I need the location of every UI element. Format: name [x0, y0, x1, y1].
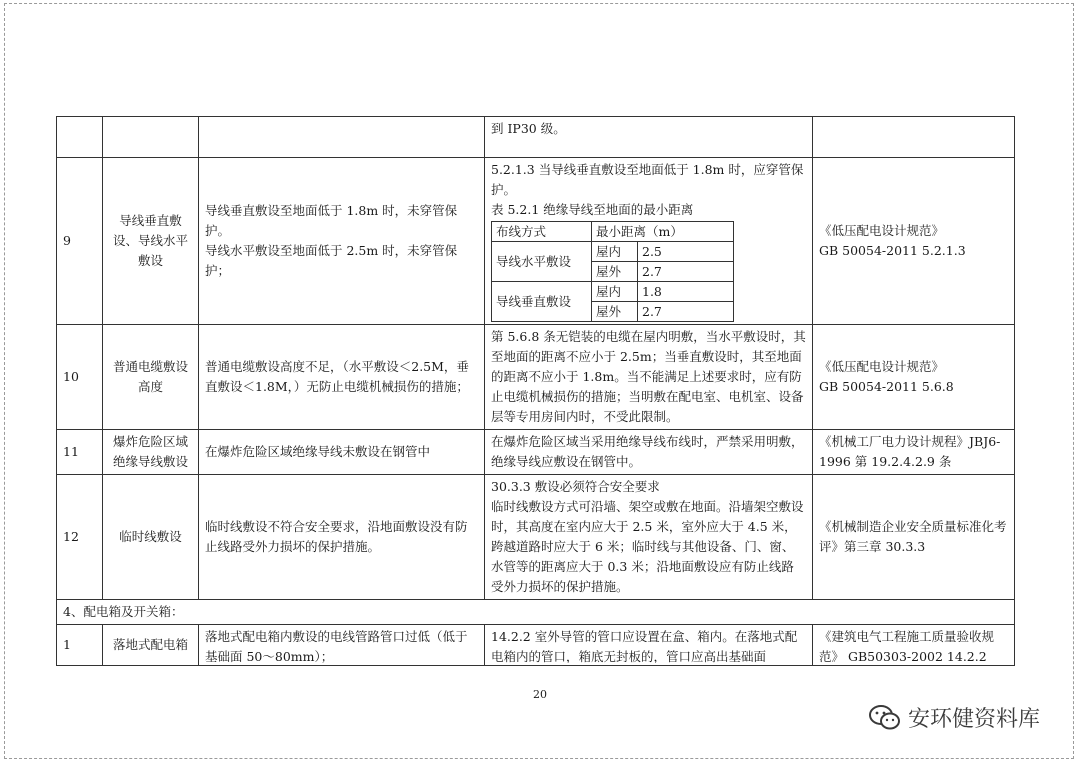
subtable-value: 2.5 [638, 242, 734, 262]
subtable-indoor: 屋内 [592, 282, 638, 302]
basis-text: 5.2.1.3 当导线垂直敷设至地面低于 1.8m 时，应穿管保护。 [491, 162, 804, 197]
issue-cell: 临时线敷设不符合安全要求，沿地面敷设没有防止线路受外力损坏的保护措施。 [199, 475, 485, 600]
basis-cell: 第 5.6.8 条无铠装的电缆在屋内明敷，当水平敷设时，其至地面的距离不应小于 2.5m；当垂直敷设时，其至地面的距离不应小于 1.8m。当不能满足上述要求时，应有防止电缆机械损伤的措施；当明敷在配电室、电机室、设备层等专用房间内时，不受此限制。 [485, 325, 813, 430]
table-row [57, 117, 1015, 158]
table-row [57, 430, 1015, 475]
section-row [57, 600, 1015, 625]
reference-cell: 《低压配电设计规范》 GB 50054-2011 5.2.1.3 [813, 158, 1015, 325]
subtable-title: 表 5.2.1 绝缘导线至地面的最小距离 [491, 202, 694, 217]
table-row [57, 475, 1015, 600]
wechat-icon [868, 704, 902, 732]
reference-cell: 《机械工厂电力设计规程》JBJ6-1996 第 19.2.4.2.9 条 [813, 430, 1015, 475]
basis-cell: 30.3.3 敷设必须符合安全要求 临时线敷设方式可沿墙、架空或敷在地面。沿墙架空敷设时，其高度在室内应大于 2.5 米，室外应大于 4.5 米，跨越道路时应大于 6 米；临时线与其他设备、门、窗、水管等的距离应大于 0.3 米；沿地面敷设应有防止线路受外力损坏的保护措施。 [485, 475, 813, 600]
issue-cell: 在爆炸危险区域绝缘导线未敷设在钢管中 [199, 430, 485, 475]
reference-cell: 《低压配电设计规范》 GB 50054-2011 5.6.8 [813, 325, 1015, 430]
row-number: 1 [57, 625, 103, 666]
subtable-vertical: 导线垂直敷设 [492, 282, 592, 322]
row-number: 11 [57, 430, 103, 475]
reference-cell: 《建筑电气工程施工质量验收规范》 GB50303-2002 14.2.2 [819, 629, 995, 663]
basis-cell: 到 IP30 级。 [485, 117, 813, 158]
table-row [57, 158, 1015, 325]
subtable-outdoor: 屋外 [592, 302, 638, 322]
row-number: 12 [57, 475, 103, 600]
subtable-horizontal: 导线水平敷设 [492, 242, 592, 282]
item-cell: 普通电缆敷设高度 [103, 325, 199, 430]
watermark [868, 702, 1040, 733]
table-row [57, 625, 1015, 666]
row-number: 9 [57, 158, 103, 325]
item-cell: 爆炸危险区域绝缘导线敷设 [103, 430, 199, 475]
safety-standards-table [56, 116, 1015, 666]
subtable-outdoor: 屋外 [592, 262, 638, 282]
row-number: 10 [57, 325, 103, 430]
section-heading: 4、配电箱及开关箱： [57, 600, 1015, 625]
issue-cell: 导线垂直敷设至地面低于 1.8m 时，未穿管保护。 导线水平敷设至地面低于 2.5m 时，未穿管保护； [199, 158, 485, 325]
subtable-value: 2.7 [638, 302, 734, 322]
basis-cell: 在爆炸危险区域当采用绝缘导线布线时，严禁采用明敷，绝缘导线应敷设在钢管中。 [485, 430, 813, 475]
page-number: 20 [533, 688, 547, 701]
issue-cell: 落地式配电箱内敷设的电线管路管口过低（低于基础面 50～80mm）； [205, 629, 468, 663]
basis-cell: 14.2.2 室外导管的管口应设置在盒、箱内。在落地式配电箱内的管口，箱底无封板的，管口应高出基础面 [491, 629, 798, 663]
item-cell: 落地式配电箱 [103, 625, 199, 666]
issue-cell: 普通电缆敷设高度不足，（水平敷设＜2.5M，垂直敷设＜1.8M，）无防止电缆机械损伤的措施； [199, 325, 485, 430]
subtable-value: 2.7 [638, 262, 734, 282]
table-row [57, 325, 1015, 430]
watermark-text: 安环健资料库 [907, 707, 1040, 732]
subtable-header-min: 最小距离（m） [592, 222, 734, 242]
subtable-indoor: 屋内 [592, 242, 638, 262]
reference-cell: 《机械制造企业安全质量标准化考评》第三章 30.3.3 [813, 475, 1015, 600]
min-distance-table [491, 221, 734, 322]
item-cell: 导线垂直敷设、导线水平敷设 [103, 158, 199, 325]
subtable-header-method: 布线方式 [492, 222, 592, 242]
basis-cell [485, 158, 813, 325]
item-cell: 临时线敷设 [103, 475, 199, 600]
subtable-value: 1.8 [638, 282, 734, 302]
